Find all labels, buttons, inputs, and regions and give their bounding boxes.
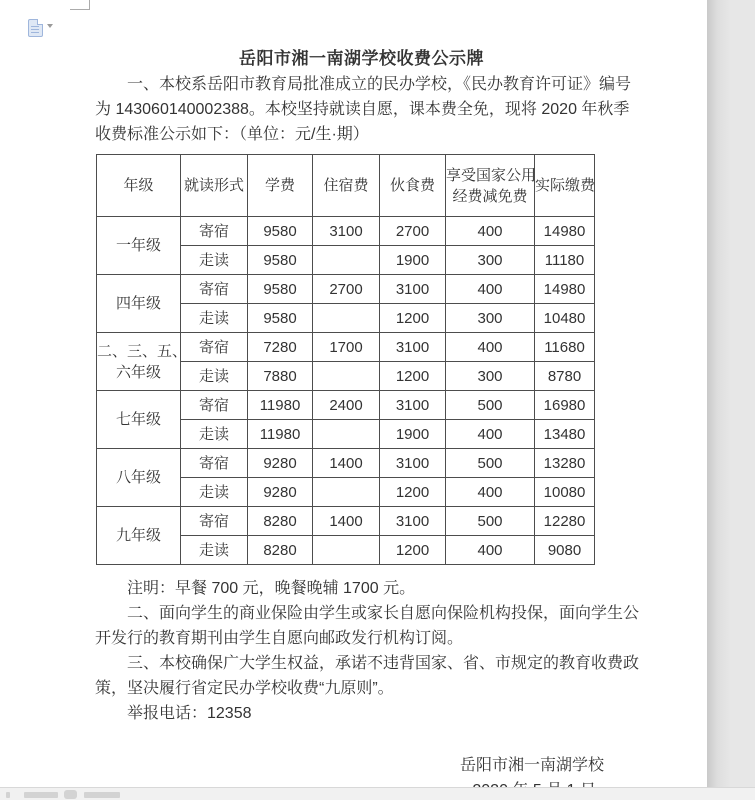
fee-cell: 1900 [380,420,446,449]
table-row [97,449,595,478]
fee-cell: 10480 [535,304,595,333]
table-row [97,333,595,362]
fee-cell: 400 [446,536,535,565]
intro-line: 一、本校系岳阳市教育局批准成立的民办学校，《民办教育许可证》编号 [127,76,632,93]
grade-cell: 二、三、五、 六年级 [97,333,181,391]
fee-cell: 1900 [380,246,446,275]
fee-cell: 9580 [248,246,313,275]
page-title: 岳阳市湘一南湖学校收费公示牌 [239,49,484,68]
fee-cell: 16980 [535,391,595,420]
document-body [95,46,640,800]
fee-cell: 1700 [313,333,380,362]
fee-cell: 12280 [535,507,595,536]
column-header-tuition: 学费 [248,155,313,217]
statusbar-artifact [6,792,10,798]
fee-cell [313,246,380,275]
fee-cell: 走读 [181,362,248,391]
fee-cell [313,536,380,565]
fee-cell: 14980 [535,275,595,304]
fee-cell: 500 [446,449,535,478]
fee-cell [313,478,380,507]
fee-cell: 走读 [181,246,248,275]
fee-cell: 300 [446,246,535,275]
table-row [97,391,595,420]
fee-cell: 寄宿 [181,391,248,420]
fee-cell: 3100 [313,217,380,246]
column-header-grade: 年级 [97,155,181,217]
column-header-meals: 伙食费 [380,155,446,217]
fee-cell: 1400 [313,507,380,536]
fee-cell: 1200 [380,536,446,565]
margin-crop-mark [70,0,90,10]
fee-cell: 1400 [313,449,380,478]
fee-cell: 3100 [380,333,446,362]
fee-cell: 10080 [535,478,595,507]
column-header-subsidy: 享受国家公用 经费减免费 [446,155,535,217]
fee-cell: 11680 [535,333,595,362]
fee-cell: 2700 [380,217,446,246]
fee-cell: 寄宿 [181,333,248,362]
fee-cell: 11180 [535,246,595,275]
meal-note: 注明：早餐 700 元，晚餐晚辅 1700 元。 [127,580,416,597]
fee-cell: 7880 [248,362,313,391]
fee-cell: 寄宿 [181,217,248,246]
signature: 岳阳市湘一南湖学校 [459,757,604,774]
fee-cell: 走读 [181,304,248,333]
policy-paragraph: 三、本校确保广大学生权益，承诺不违背国家、省、市规定的教育收费政 策，坚决履行省定民办学校收费“九原则”。 [95,655,640,697]
fee-cell: 1200 [380,362,446,391]
fee-cell [313,420,380,449]
fee-cell: 8780 [535,362,595,391]
statusbar-artifact [24,792,58,798]
fee-cell: 13480 [535,420,595,449]
fee-cell: 11980 [248,391,313,420]
column-header-actual: 实际缴费 [535,155,595,217]
fee-cell: 寄宿 [181,449,248,478]
intro-paragraph [95,72,632,147]
table-row [97,275,595,304]
fee-cell: 500 [446,391,535,420]
column-header-attendance: 就读形式 [181,155,248,217]
fee-cell: 400 [446,217,535,246]
table-row [97,217,595,246]
column-header-lodging: 住宿费 [313,155,380,217]
fee-cell: 3100 [380,449,446,478]
fee-cell: 走读 [181,420,248,449]
fee-cell [313,362,380,391]
fee-cell: 9080 [535,536,595,565]
table-header-row [97,155,595,217]
fee-cell: 9580 [248,217,313,246]
fee-cell: 2700 [313,275,380,304]
fee-table [96,154,595,565]
fee-cell: 300 [446,362,535,391]
fee-cell: 8280 [248,536,313,565]
table-row [97,507,595,536]
chevron-down-icon [47,24,53,28]
fee-cell: 400 [446,275,535,304]
fee-cell: 11980 [248,420,313,449]
page-edge-shadow [707,0,731,800]
fee-cell: 400 [446,333,535,362]
fee-cell: 2400 [313,391,380,420]
grade-cell: 四年级 [97,275,181,333]
fee-cell: 1200 [380,304,446,333]
intro-line: 收费标准公示如下：（单位：元/生·期） [95,126,369,143]
fee-cell: 9280 [248,449,313,478]
fee-cell: 13280 [535,449,595,478]
fee-cell: 300 [446,304,535,333]
fee-cell: 14980 [535,217,595,246]
intro-line: 为 143060140002388。本校坚持就读自愿，课本费全免，现将 2020 年秋季 [95,101,630,118]
fee-cell: 3100 [380,275,446,304]
paste-clipboard-icon [28,19,43,37]
fee-cell: 3100 [380,391,446,420]
fee-cell: 寄宿 [181,275,248,304]
grade-cell: 八年级 [97,449,181,507]
statusbar-artifact [84,792,120,798]
grade-cell: 一年级 [97,217,181,275]
fee-cell: 寄宿 [181,507,248,536]
report-hotline: 举报电话：12358 [127,705,252,722]
grade-cell: 九年级 [97,507,181,565]
status-bar [0,787,755,800]
fee-cell: 400 [446,420,535,449]
fee-cell: 9280 [248,478,313,507]
fee-cell: 1200 [380,478,446,507]
fee-cell: 9580 [248,304,313,333]
fee-cell: 9580 [248,275,313,304]
fee-cell: 走读 [181,536,248,565]
fee-cell: 3100 [380,507,446,536]
fee-cell: 500 [446,507,535,536]
fee-cell: 7280 [248,333,313,362]
fee-cell: 走读 [181,478,248,507]
fee-cell [313,304,380,333]
paste-options-button[interactable] [26,18,58,40]
grade-cell: 七年级 [97,391,181,449]
statusbar-artifact [64,790,77,799]
insurance-paragraph: 二、面向学生的商业保险由学生或家长自愿向保险机构投保，面向学生公 开发行的教育期刊由学生自愿向邮政发行机构订阅。 [95,605,640,647]
fee-cell: 8280 [248,507,313,536]
fee-cell: 400 [446,478,535,507]
